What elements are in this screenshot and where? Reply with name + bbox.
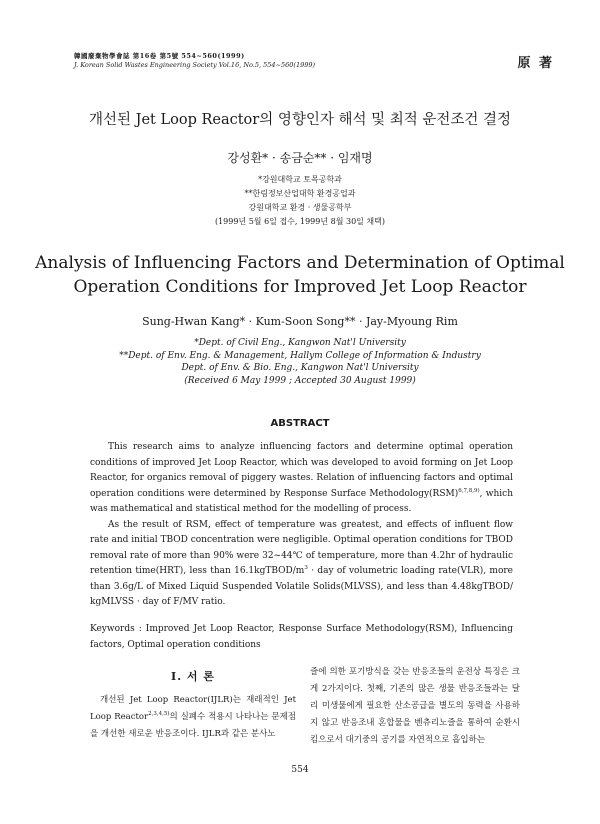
authors-english: Sung-Hwan Kang* · Kum-Soon Song** · Jay-Myoung Rim xyxy=(142,315,458,328)
authors-korean: 강성환* · 송금순** · 임재명 xyxy=(227,151,373,165)
article-type-label: 原 著 xyxy=(517,56,554,71)
citation-ref: 6,7,8,9) xyxy=(458,487,480,494)
journal-citation-en: J. Korean Solid Wastes Engineering Society Vol.16, No.5, 554~560(1999) xyxy=(74,61,316,69)
journal-citation-kr: 韓國廢棄物學會誌 第16卷 第5號 554~560(1999) xyxy=(74,52,245,60)
journal-header xyxy=(74,52,554,82)
affiliation-en-line: **Dept. of Env. Eng. & Management, Hallym College of Information & Industry xyxy=(119,350,481,361)
body-column-right: 즐에 의한 포기방식을 갖는 반응조들의 운전상 특징은 크게 2가지이다. 첫째, 기존의 많은 생물 반응조들과는 달리 미생물에게 필요한 산소공급을 별도의 동력을 사용하지 않고 반응조내 혼합물을 벤츄리노즐을 통하여 순환시킴으로서 대기중의 공기를 자연적으로 흡입하는 xyxy=(310,667,520,745)
title-english-line: Analysis of Influencing Factors and Determination of Optimal xyxy=(35,253,565,273)
body-column-left xyxy=(90,668,296,743)
title-korean: 개선된 Jet Loop Reactor의 영향인자 해석 및 최적 운전조건 결정 xyxy=(89,112,511,128)
affiliation-kr-line: *강원대학교 토목공학과 xyxy=(258,175,342,184)
keywords: Keywords : Improved Jet Loop Reactor, Response Surface Methodology(RSM), Influencing factors, Optimal operation conditions xyxy=(90,624,513,650)
title-english-line: Operation Conditions for Improved Jet Loop Reactor xyxy=(73,277,527,297)
abstract-text: This research aims to analyze influencing factors and determine optimal operation conditions of improved Jet Loop Reactor, which was developed to avoid forming on Jet Loop Reactor, for organics removal of piggery wastes. Relation of influencing factors and optimal operation conditions were determined by Response Surface Methodology(RSM) xyxy=(90,442,513,499)
affiliations-korean xyxy=(0,173,600,229)
abstract-paragraph xyxy=(90,518,513,611)
affiliation-kr-line: 강원대학교 환경 · 생물공학부 xyxy=(248,203,352,212)
abstract-text: · day of volumetric loading rate(VLR), more than 3.6g/L of Mixed Liquid Suspended Volatile Solids(MLVSS), and less than 4.48kgTBOD/ kgMLVSS · day of F/MV ratio. xyxy=(90,566,513,607)
abstract-text: As the result of RSM, effect of temperature was greatest, and effects of influent flow rate and initial TBOD concentration were negligible. Optimal operation conditions for TBOD removal rate of more than 90% were 32~44℃ of temperature, more than 4.2hr of hydraulic retention time(HRT), less than 16.1kgTBOD/m xyxy=(90,519,513,576)
affiliation-kr-line: **한림정보산업대학 환경공업과 xyxy=(244,189,356,198)
affiliations-english xyxy=(0,337,600,387)
section-heading: I. 서 론 xyxy=(171,670,215,683)
abstract-heading: ABSTRACT xyxy=(270,418,330,429)
body-text: 의 실폐수 적용시 나타나는 문제점을 개선한 새로운 반응조이다. IJLR과 같은 분사노 xyxy=(90,712,296,739)
abstract-text: , which was mathematical and statistical method for the modelling of process. xyxy=(90,488,513,514)
affiliation-en-line: *Dept. of Civil Eng., Kangwon Nat'l University xyxy=(194,338,406,348)
body-paragraph xyxy=(90,692,296,743)
received-date-en: (Received 6 May 1999 ; Accepted 30 August 1999) xyxy=(184,375,416,386)
received-date-kr: (1999년 5월 6일 접수, 1999년 8월 30일 채택) xyxy=(214,217,386,226)
superscript: 3 xyxy=(304,565,308,571)
citation-ref: 2,3,4,5) xyxy=(148,711,170,718)
title-english xyxy=(0,251,600,299)
affiliation-en-line: Dept. of Env. & Bio. Eng., Kangwon Nat'l University xyxy=(181,363,419,373)
abstract-body xyxy=(90,440,513,611)
page-number: 554 xyxy=(291,765,309,775)
abstract-paragraph xyxy=(90,440,513,518)
body-text: 개선된 Jet Loop Reactor(IJLR)는 재래적인 Jet Loop Reactor xyxy=(90,695,296,722)
